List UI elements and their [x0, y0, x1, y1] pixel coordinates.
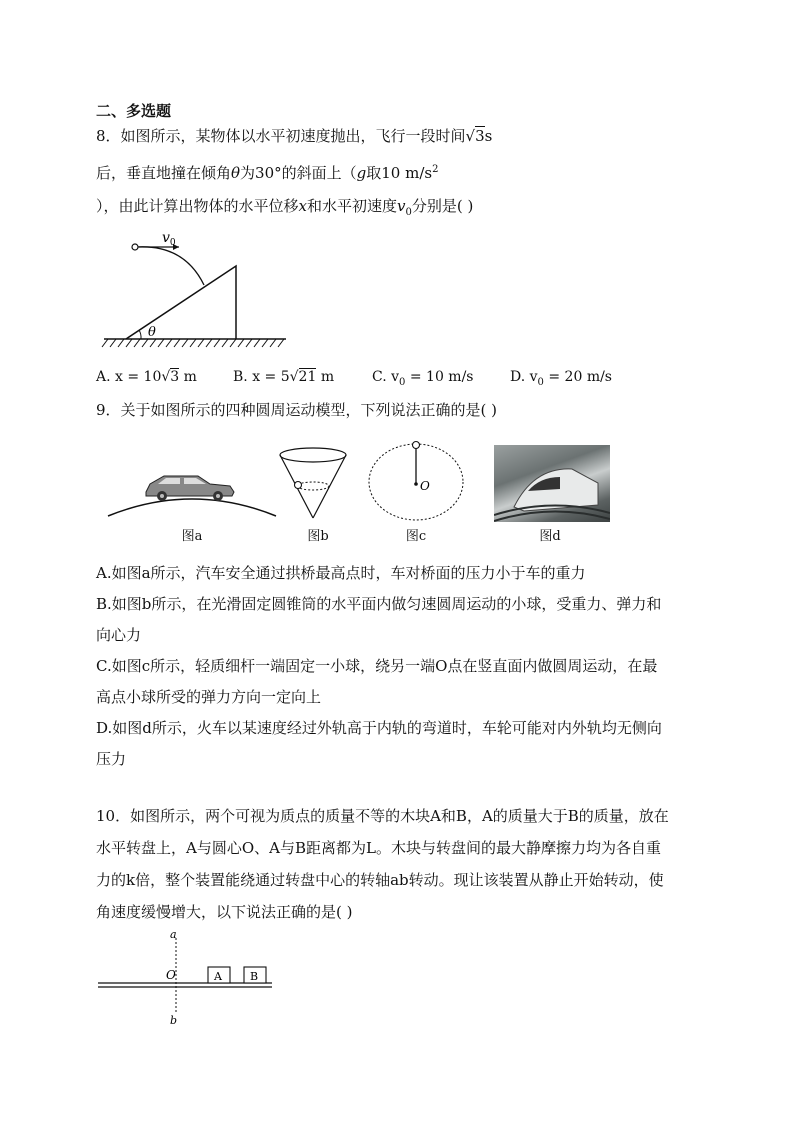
q8-text-3b: 和水平初速度 — [306, 197, 397, 215]
opt-c-post: = 10 m/s — [405, 369, 474, 385]
trajectory-curve — [136, 247, 204, 285]
fig-b-cone — [278, 446, 348, 522]
q9-option-d-line1[interactable]: D.如图d所示，火车以某速度经过外轨高于内轨的弯道时，车轮可能对内外轨均无侧向 — [96, 719, 662, 737]
fig-a-car-bridge — [106, 462, 278, 518]
q8-text-2c: 取10 m/s — [366, 164, 433, 182]
section-title: 二、多选题 — [96, 102, 172, 120]
q8-unit-s: s — [484, 127, 493, 145]
q8-text-3c: 分别是( ) — [411, 197, 474, 215]
projectile-ball — [132, 244, 138, 250]
fig-c-o-label: O — [420, 479, 430, 493]
opt-b-pre: B. x = 5 — [233, 369, 290, 385]
q8-option-d[interactable] — [510, 369, 612, 388]
fig-c-rod-circle — [366, 440, 466, 524]
opt-d-sub: 0 — [537, 376, 544, 388]
q8-text-2b: 为30°的斜面上（ — [240, 164, 357, 182]
opt-b-rad: 21 — [298, 369, 317, 385]
q8-line-2 — [96, 160, 438, 183]
q9-option-b-line1[interactable]: B.如图b所示，在光滑固定圆锥筒的水平面内做匀速圆周运动的小球，受重力、弹力和 — [96, 595, 662, 613]
q8-line-1 — [96, 126, 492, 146]
q8-theta: θ — [231, 164, 241, 182]
opt-a-post: m — [179, 369, 197, 385]
q8-text-1a: 8．如图所示，某物体以水平初速度抛出，飞行一段时间 — [96, 127, 466, 145]
q8-sub0: 0 — [405, 207, 412, 218]
axis-label-a: a — [170, 928, 177, 941]
opt-a-rad: 3 — [170, 369, 180, 385]
opt-d-post: = 20 m/s — [543, 369, 612, 385]
q8-x: x — [298, 197, 307, 215]
center-label-o: O — [166, 968, 176, 982]
opt-a-pre: A. x = 10 — [96, 369, 162, 385]
sqrt-symbol: √ — [161, 369, 171, 385]
q10-line-3: 力的k倍，整个装置能绕通过转盘中心的转轴ab转动。现让该装置从静止开始转动，使 — [96, 871, 664, 889]
q8-g: g — [356, 164, 367, 182]
opt-c-pre: C. v — [372, 369, 400, 385]
sqrt-symbol: √ — [465, 127, 476, 145]
block-a-label: A — [214, 970, 222, 983]
q9-option-a[interactable]: A.如图a所示，汽车安全通过拱桥最高点时，车对桥面的压力小于车的重力 — [96, 564, 586, 582]
q9-option-b-line2: 向心力 — [96, 626, 142, 644]
fig-d-train-photo — [494, 445, 610, 522]
q8-line-3 — [96, 196, 473, 223]
q8-text-2a: 后，垂直地撞在倾角 — [96, 164, 232, 182]
sqrt-symbol: √ — [289, 369, 299, 385]
caption-d: 图d — [539, 529, 561, 544]
block-b-label: B — [250, 970, 259, 983]
q8-option-a[interactable] — [96, 369, 197, 385]
q9-stem: 9．关于如图所示的四种圆周运动模型，下列说法正确的是( ) — [96, 401, 498, 419]
fig-v0-label: $v_0$ — [162, 230, 176, 248]
q10-line-4: 角速度缓慢增大，以下说法正确的是( ) — [96, 903, 353, 921]
turntable-figure — [96, 926, 286, 1028]
incline-figure — [96, 226, 296, 356]
axis-label-b: b — [170, 1014, 178, 1027]
q9-option-d-line2: 压力 — [96, 750, 127, 768]
caption-b: 图b — [307, 529, 329, 544]
q8-option-b[interactable] — [233, 369, 334, 385]
q10-line-1: 10．如图所示，两个可视为质点的质量不等的木块A和B，A的质量大于B的质量，放在 — [96, 807, 669, 825]
ball-icon — [295, 482, 302, 489]
q9-option-c-line2: 高点小球所受的弹力方向一定向上 — [96, 688, 322, 706]
opt-d-pre: D. v — [510, 369, 538, 385]
caption-c: 图c — [405, 529, 427, 544]
caption-a: 图a — [181, 529, 203, 544]
q8-text-3a: ），由此计算出物体的水平位移 — [96, 197, 299, 215]
ball-icon — [413, 442, 420, 449]
incline-shape — [126, 266, 236, 339]
opt-c-sub: 0 — [399, 376, 406, 388]
fig-theta-label: θ — [148, 325, 156, 340]
q9-option-c-line1[interactable]: C.如图c所示，轻质细杆一端固定一小球，绕另一端O点在竖直面内做圆周运动，在最 — [96, 657, 658, 675]
q8-sqrt-value: 3 — [475, 127, 485, 145]
q8-option-c[interactable] — [372, 369, 473, 388]
opt-b-post: m — [316, 369, 335, 385]
q8-v: v — [397, 197, 406, 215]
q8-sup: 2 — [432, 164, 439, 175]
q10-line-2: 水平转盘上，A与圆心O、A与B距离都为L。木块与转盘间的最大静摩擦力均为各自重 — [96, 839, 661, 857]
